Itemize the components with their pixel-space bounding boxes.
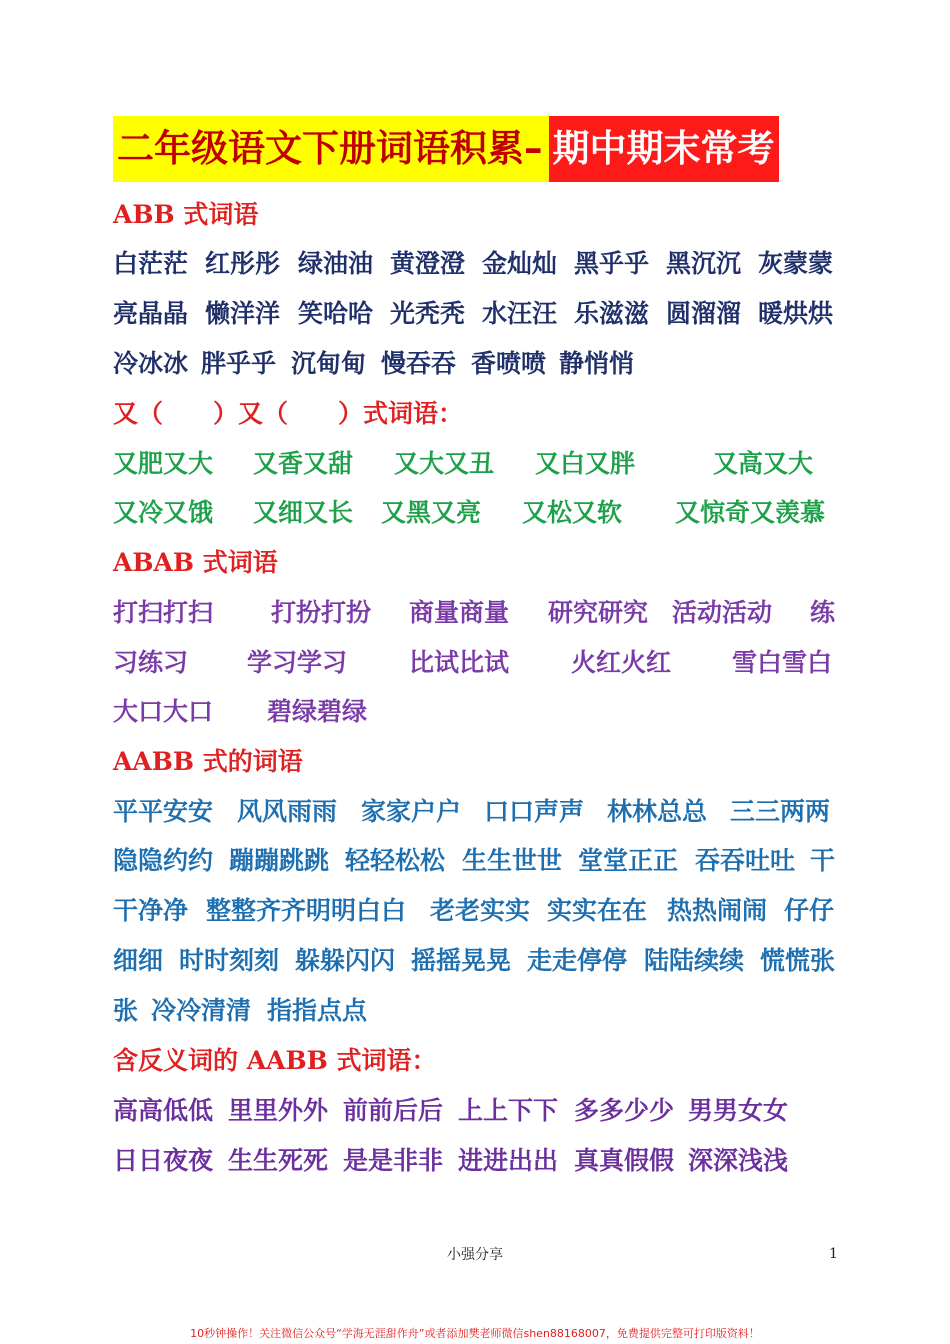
word: 整整齐齐明明白白 xyxy=(206,896,407,925)
word: 风风雨雨 xyxy=(237,797,338,826)
word: 黑乎乎 xyxy=(574,249,650,278)
word: 打扫打扫 xyxy=(113,598,214,627)
word: 灰蒙蒙 xyxy=(758,249,834,278)
title-main: 二年级语文下册词语积累– xyxy=(113,116,549,182)
word: 摇摇晃晃 xyxy=(411,946,512,975)
heading-abb: ABB 式词语 xyxy=(113,200,259,229)
word: 生生世世 xyxy=(462,846,563,875)
word: 笑哈哈 xyxy=(298,299,374,328)
word: 仔仔 xyxy=(784,896,835,925)
promo-banner: 10秒钟操作！关注微信公众号“学海无涯甜作舟”或者添加樊老师微信shen88168007，免费提供完整可打印版资料！ xyxy=(190,1327,760,1340)
page-number: 1 xyxy=(829,1246,838,1262)
word: 蹦蹦跳跳 xyxy=(229,846,330,875)
word: 走走停停 xyxy=(527,946,628,975)
title-highlight: 期中期末常考 xyxy=(549,116,779,182)
word: 习练习 xyxy=(113,648,189,677)
word: 打扮打扮 xyxy=(271,598,372,627)
word: 张 xyxy=(113,996,139,1025)
word: 又肥又大 xyxy=(113,449,214,478)
word: 又冷又饿 xyxy=(113,498,214,527)
word: 金灿灿 xyxy=(482,249,558,278)
word: 前前后后 xyxy=(343,1096,444,1125)
word: 黄澄澄 xyxy=(390,249,466,278)
word: 干净净 xyxy=(113,896,189,925)
word: 懒洋洋 xyxy=(205,299,281,328)
word: 口口声声 xyxy=(484,797,585,826)
word: 静悄悄 xyxy=(559,349,635,378)
heading-antonym-aabb: 含反义词的 AABB 式词语： xyxy=(113,1046,437,1075)
word: 练 xyxy=(810,598,836,627)
heading-aabb: AABB 式的词语 xyxy=(113,747,303,776)
word: 冷冷清清 xyxy=(151,996,252,1025)
word: 堂堂正正 xyxy=(578,846,679,875)
word: 慌慌张 xyxy=(760,946,836,975)
word: 热热闹闹 xyxy=(667,896,768,925)
word: 香喷喷 xyxy=(471,349,547,378)
word: 又香又甜 xyxy=(253,449,354,478)
word: 又松又软 xyxy=(522,498,623,527)
word: 又高又大 xyxy=(713,449,814,478)
word: 家家户户 xyxy=(361,797,462,826)
word: 又惊奇又羡慕 xyxy=(675,498,826,527)
word: 进进出出 xyxy=(458,1146,559,1175)
heading-abab: ABAB 式词语 xyxy=(113,548,278,577)
word: 学习学习 xyxy=(247,648,348,677)
word: 实实在在 xyxy=(547,896,648,925)
word: 比试比试 xyxy=(409,648,510,677)
word: 暖烘烘 xyxy=(758,299,834,328)
word: 陆陆续续 xyxy=(644,946,745,975)
word: 老老实实 xyxy=(430,896,531,925)
word: 干 xyxy=(810,846,836,875)
word: 里里外外 xyxy=(228,1096,329,1125)
word: 黑沉沉 xyxy=(666,249,742,278)
word: 多多少少 xyxy=(574,1096,675,1125)
word: 三三两两 xyxy=(730,797,831,826)
word: 碧绿碧绿 xyxy=(267,697,368,726)
document-title xyxy=(113,116,779,182)
word: 研究研究 xyxy=(548,598,649,627)
word: 活动活动 xyxy=(672,598,773,627)
word: 圆溜溜 xyxy=(666,299,742,328)
word: 指指点点 xyxy=(267,996,368,1025)
word: 林林总总 xyxy=(607,797,708,826)
word: 绿油油 xyxy=(298,249,374,278)
word: 真真假假 xyxy=(574,1146,675,1175)
word: 白茫茫 xyxy=(113,249,189,278)
word: 男男女女 xyxy=(688,1096,789,1125)
word: 亮晶晶 xyxy=(113,299,189,328)
word: 高高低低 xyxy=(113,1096,214,1125)
word: 上上下下 xyxy=(458,1096,559,1125)
heading-you: 又（ ）又（ ）式词语： xyxy=(113,399,464,428)
word: 是是非非 xyxy=(343,1146,444,1175)
word: 时时刻刻 xyxy=(179,946,280,975)
word: 轻轻松松 xyxy=(345,846,446,875)
word: 细细 xyxy=(113,946,164,975)
word: 红彤彤 xyxy=(205,249,281,278)
word: 商量商量 xyxy=(409,598,510,627)
word: 平平安安 xyxy=(113,797,214,826)
word: 又细又长 xyxy=(253,498,354,527)
word: 日日夜夜 xyxy=(113,1146,214,1175)
word: 乐滋滋 xyxy=(574,299,650,328)
footer-author: 小强分享 xyxy=(447,1247,503,1263)
word: 水汪汪 xyxy=(482,299,558,328)
word: 又黑又亮 xyxy=(381,498,482,527)
word: 吞吞吐吐 xyxy=(695,846,796,875)
word: 又白又胖 xyxy=(535,449,636,478)
word: 大口大口 xyxy=(113,697,214,726)
word: 胖乎乎 xyxy=(201,349,277,378)
word: 沉甸甸 xyxy=(291,349,367,378)
word: 雪白雪白 xyxy=(732,648,833,677)
word: 火红火红 xyxy=(571,648,672,677)
word: 生生死死 xyxy=(228,1146,329,1175)
word: 冷冰冰 xyxy=(113,349,189,378)
word: 躲躲闪闪 xyxy=(295,946,396,975)
word: 慢吞吞 xyxy=(381,349,457,378)
word: 又大又丑 xyxy=(394,449,495,478)
word: 隐隐约约 xyxy=(113,846,214,875)
word: 深深浅浅 xyxy=(688,1146,789,1175)
word: 光秃秃 xyxy=(390,299,466,328)
